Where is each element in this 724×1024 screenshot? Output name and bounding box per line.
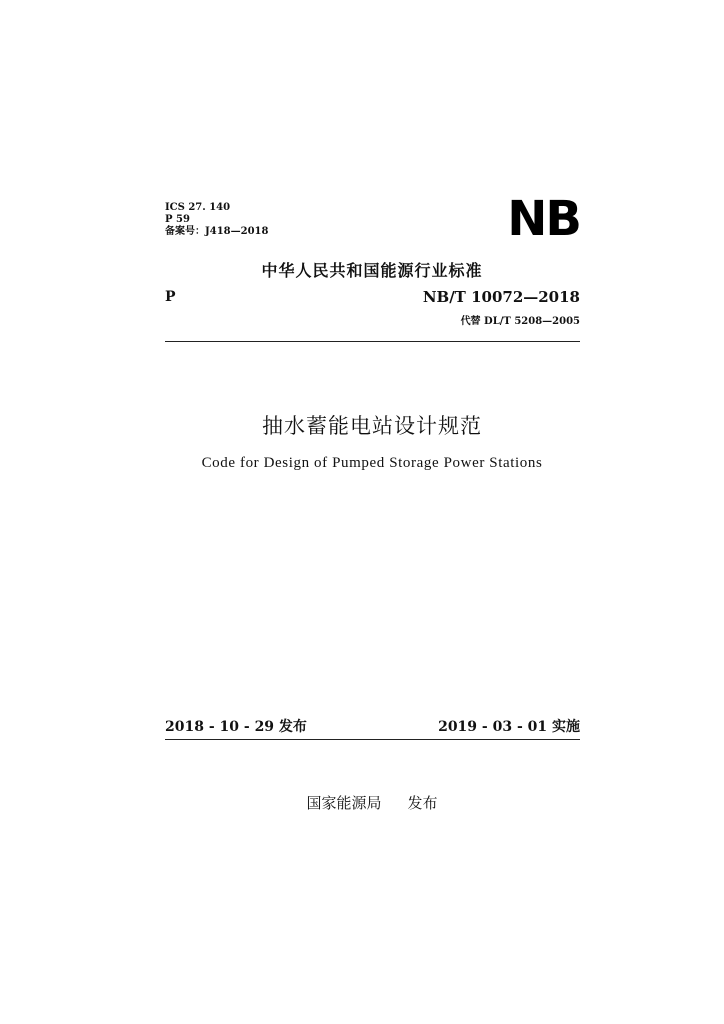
- ics-code: ICS 27. 140: [165, 202, 231, 213]
- issue-date: 2018 - 10 - 29 发布: [165, 719, 307, 735]
- classification-code: P 59: [165, 214, 190, 225]
- implementation-date: 2019 - 03 - 01 实施: [438, 719, 580, 735]
- nb-logo: NB: [507, 191, 580, 247]
- standard-number: NB/T 10072—2018: [422, 288, 580, 306]
- filing-number: 备案号：J418—2018: [165, 226, 269, 237]
- footer-divider: [165, 739, 580, 740]
- publisher-line: [0, 792, 724, 813]
- document-title-chinese: 抽水蓄能电站设计规范: [262, 414, 482, 438]
- header-divider: [165, 341, 580, 342]
- publisher-name: 国家能源局: [306, 794, 382, 812]
- replaces-standard: 代替 DL/T 5208—2005: [460, 316, 580, 327]
- publisher-action: 发布: [407, 794, 438, 812]
- classification-letter: P: [165, 289, 176, 305]
- document-title-english: Code for Design of Pumped Storage Power Stations: [201, 455, 543, 471]
- industry-standard-title: 中华人民共和国能源行业标准: [261, 261, 483, 280]
